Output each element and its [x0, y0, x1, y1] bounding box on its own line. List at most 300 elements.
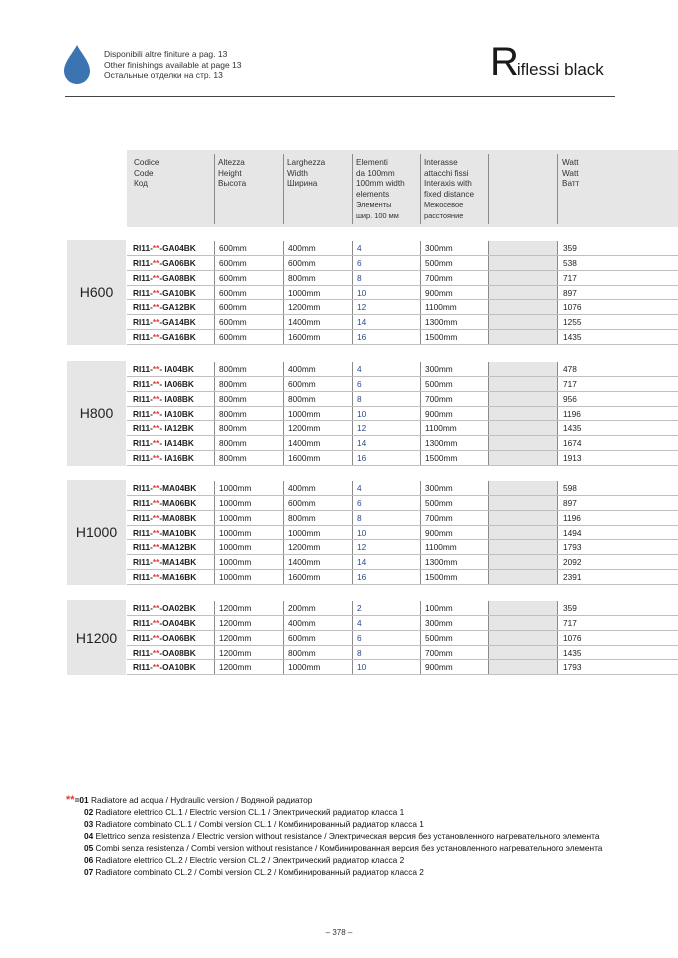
interaxis-value: 900mm: [425, 662, 453, 673]
interaxis-value: 700mm: [425, 272, 453, 283]
column-separator: [352, 555, 353, 570]
legend-item: 03 Radiatore combinato CL.1 / Combi version CL.1 / Комбинированный радиатор класса 1: [84, 819, 424, 829]
other-finishes-note: [104, 49, 242, 81]
elements-value: 8: [357, 393, 362, 404]
legend-item: 06 Radiatore elettrico CL.2 / Electric version CL.2 / Электрический радиатор класса 2: [84, 855, 405, 865]
watt-value: 2391: [563, 572, 582, 583]
column-separator: [283, 570, 284, 585]
elements-value: 12: [357, 542, 367, 553]
height-value: 1200mm: [219, 603, 252, 613]
column-separator: [283, 377, 284, 392]
shaded-cell: [488, 300, 557, 315]
legend-item: 04 Elettrico senza resistenza / Electric version without resistance / Электрическая версия без установленного нагревательного элемента: [84, 831, 600, 841]
width-value: 800mm: [288, 272, 316, 283]
column-separator: [488, 421, 489, 436]
column-separator: [352, 241, 353, 256]
column-separator: [488, 481, 489, 496]
elements-value: 2: [357, 603, 362, 613]
elements-value: 4: [357, 483, 362, 493]
column-separator: [352, 646, 353, 661]
column-separator: [352, 377, 353, 392]
column-separator: [488, 540, 489, 555]
watt-value: 1076: [563, 302, 582, 313]
table-row: [127, 407, 678, 422]
width-value: 400mm: [288, 243, 316, 253]
column-separator: [283, 286, 284, 301]
column-separator: [352, 407, 353, 422]
group-label: H1000: [67, 480, 126, 585]
column-separator: [557, 555, 558, 570]
shaded-cell: [488, 286, 557, 301]
column-separator: [352, 421, 353, 436]
shaded-cell: [488, 256, 557, 271]
width-value: 400mm: [288, 617, 316, 628]
product-code: RI11-**- IA10BK: [133, 408, 194, 419]
column-separator: [352, 286, 353, 301]
product-code: RI11-**-OA08BK: [133, 647, 196, 658]
header-separator: [488, 154, 489, 224]
row-divider: [127, 465, 678, 466]
elements-value: 12: [357, 302, 367, 313]
table-row: [127, 271, 678, 286]
elements-value: 14: [357, 557, 367, 568]
interaxis-value: 300mm: [425, 617, 453, 628]
column-separator: [557, 631, 558, 646]
column-separator: [420, 555, 421, 570]
column-separator: [214, 481, 215, 496]
col-header-interaxis: Interasse attacchi fissi Interaxis with fixed distance Межосевое расстояние: [424, 158, 475, 220]
height-value: 800mm: [219, 393, 247, 404]
height-value: 600mm: [219, 317, 247, 328]
column-separator: [488, 315, 489, 330]
column-separator: [214, 496, 215, 511]
product-code: RI11-**- IA06BK: [133, 378, 194, 389]
column-separator: [352, 631, 353, 646]
table-row: [127, 315, 678, 330]
column-separator: [283, 362, 284, 377]
table-row: [127, 451, 678, 466]
shaded-cell: [488, 660, 557, 675]
table-row: [127, 421, 678, 436]
table-row: [127, 241, 678, 256]
column-separator: [488, 286, 489, 301]
column-separator: [283, 300, 284, 315]
interaxis-value: 1500mm: [425, 572, 458, 583]
width-value: 1400mm: [288, 438, 321, 449]
column-separator: [420, 315, 421, 330]
col-header-watt: Watt Watt Ватт: [562, 158, 580, 189]
column-separator: [214, 526, 215, 541]
shaded-cell: [488, 570, 557, 585]
column-separator: [488, 256, 489, 271]
header-separator: [557, 154, 558, 224]
column-separator: [352, 601, 353, 616]
interaxis-value: 700mm: [425, 647, 453, 658]
shaded-cell: [488, 330, 557, 345]
height-value: 600mm: [219, 332, 247, 343]
shaded-cell: [488, 511, 557, 526]
column-separator: [283, 436, 284, 451]
row-divider: [127, 584, 678, 585]
header-separator: [352, 154, 353, 224]
column-separator: [488, 392, 489, 407]
table-row: [127, 392, 678, 407]
column-separator: [420, 616, 421, 631]
watt-value: 717: [563, 378, 577, 389]
version-legend: [66, 794, 602, 878]
watt-value: 359: [563, 603, 577, 613]
interaxis-value: 300mm: [425, 243, 453, 253]
column-separator: [488, 377, 489, 392]
interaxis-value: 900mm: [425, 408, 453, 419]
column-separator: [420, 271, 421, 286]
elements-value: 6: [357, 378, 362, 389]
col-header-code: Codice Code Код: [134, 158, 160, 189]
column-separator: [557, 526, 558, 541]
width-value: 1600mm: [288, 572, 321, 583]
shaded-cell: [488, 392, 557, 407]
header-separator: [214, 154, 215, 224]
width-value: 1600mm: [288, 453, 321, 464]
elements-value: 4: [357, 617, 362, 628]
column-separator: [214, 601, 215, 616]
shaded-cell: [488, 407, 557, 422]
table-row: [127, 540, 678, 555]
row-divider: [127, 674, 678, 675]
width-value: 400mm: [288, 483, 316, 493]
product-code: RI11-**-OA04BK: [133, 617, 196, 628]
column-separator: [283, 601, 284, 616]
product-code: RI11-**-GA14BK: [133, 317, 196, 328]
column-separator: [214, 540, 215, 555]
height-value: 800mm: [219, 423, 247, 434]
column-separator: [557, 392, 558, 407]
shaded-cell: [488, 436, 557, 451]
column-separator: [557, 570, 558, 585]
column-separator: [352, 451, 353, 466]
interaxis-value: 1300mm: [425, 557, 458, 568]
product-code: RI11-**- IA08BK: [133, 393, 194, 404]
column-separator: [557, 436, 558, 451]
product-code: RI11-**-GA12BK: [133, 302, 196, 313]
interaxis-value: 1500mm: [425, 453, 458, 464]
col-header-height: Altezza Height Высота: [218, 158, 247, 189]
column-separator: [488, 496, 489, 511]
column-separator: [283, 271, 284, 286]
asterisk-marker: **: [66, 794, 75, 806]
width-value: 1600mm: [288, 332, 321, 343]
shaded-cell: [488, 481, 557, 496]
column-separator: [352, 256, 353, 271]
column-separator: [420, 631, 421, 646]
column-separator: [352, 315, 353, 330]
watt-value: 1196: [563, 512, 581, 523]
interaxis-value: 500mm: [425, 378, 453, 389]
product-code: RI11-**-OA06BK: [133, 632, 196, 643]
column-separator: [283, 555, 284, 570]
interaxis-value: 900mm: [425, 287, 453, 298]
column-separator: [352, 481, 353, 496]
column-separator: [488, 241, 489, 256]
shaded-cell: [488, 540, 557, 555]
watt-value: 1435: [563, 647, 582, 658]
column-separator: [283, 646, 284, 661]
finishes-line-it: Disponibili altre finiture a pag. 13: [104, 49, 228, 59]
height-value: 600mm: [219, 257, 247, 268]
column-separator: [420, 496, 421, 511]
width-value: 1000mm: [288, 287, 321, 298]
legend-item: 02 Radiatore elettrico CL.1 / Electric version CL.1 / Электрический радиатор класса 1: [84, 807, 405, 817]
product-code: RI11-**-MA06BK: [133, 497, 197, 508]
watt-value: 2092: [563, 557, 582, 568]
interaxis-value: 1100mm: [425, 423, 457, 434]
elements-value: 4: [357, 243, 362, 253]
elements-value: 12: [357, 423, 367, 434]
height-value: 600mm: [219, 272, 247, 283]
column-separator: [352, 330, 353, 345]
interaxis-value: 300mm: [425, 483, 453, 493]
width-value: 600mm: [288, 257, 316, 268]
elements-value: 16: [357, 453, 367, 464]
column-separator: [420, 256, 421, 271]
height-value: 600mm: [219, 243, 247, 253]
elements-value: 6: [357, 632, 362, 643]
column-separator: [420, 540, 421, 555]
elements-value: 8: [357, 272, 362, 283]
product-code: RI11-**- IA14BK: [133, 438, 194, 449]
column-separator: [283, 330, 284, 345]
watt-value: 1255: [563, 317, 582, 328]
table-row: [127, 286, 678, 301]
shaded-cell: [488, 377, 557, 392]
column-separator: [557, 407, 558, 422]
column-separator: [214, 421, 215, 436]
column-separator: [557, 660, 558, 675]
table-row: [127, 631, 678, 646]
product-code: RI11-**-MA08BK: [133, 512, 197, 523]
column-separator: [283, 392, 284, 407]
column-separator: [557, 300, 558, 315]
interaxis-value: 1300mm: [425, 438, 458, 449]
product-code: RI11-**- IA16BK: [133, 453, 194, 464]
watt-value: 1793: [563, 662, 582, 673]
elements-value: 6: [357, 497, 362, 508]
column-separator: [420, 362, 421, 377]
width-value: 1000mm: [288, 408, 321, 419]
table-row: [127, 330, 678, 345]
column-separator: [488, 646, 489, 661]
column-separator: [488, 511, 489, 526]
interaxis-value: 300mm: [425, 364, 453, 374]
column-separator: [557, 330, 558, 345]
table-row: [127, 570, 678, 585]
column-separator: [420, 451, 421, 466]
column-separator: [488, 616, 489, 631]
column-separator: [557, 496, 558, 511]
interaxis-value: 500mm: [425, 632, 453, 643]
column-separator: [420, 481, 421, 496]
column-separator: [283, 631, 284, 646]
column-separator: [283, 526, 284, 541]
watt-value: 717: [563, 272, 577, 283]
shaded-cell: [488, 555, 557, 570]
column-separator: [214, 646, 215, 661]
column-separator: [214, 616, 215, 631]
watt-value: 897: [563, 287, 577, 298]
finishes-line-ru: Остальные отделки на стр. 13: [104, 70, 223, 81]
column-separator: [488, 570, 489, 585]
column-separator: [214, 511, 215, 526]
interaxis-value: 700mm: [425, 393, 453, 404]
shaded-cell: [488, 271, 557, 286]
elements-value: 4: [357, 364, 362, 374]
column-separator: [557, 241, 558, 256]
column-separator: [283, 540, 284, 555]
width-value: 1400mm: [288, 317, 321, 328]
product-code: RI11-**-MA12BK: [133, 542, 197, 553]
column-separator: [488, 362, 489, 377]
height-value: 1000mm: [219, 512, 252, 523]
column-separator: [214, 377, 215, 392]
column-separator: [420, 646, 421, 661]
table-row: [127, 555, 678, 570]
column-separator: [488, 436, 489, 451]
width-value: 800mm: [288, 512, 316, 523]
watt-value: 1913: [563, 453, 582, 464]
watt-value: 538: [563, 257, 577, 268]
column-separator: [557, 601, 558, 616]
water-drop-icon: [62, 44, 92, 84]
width-value: 1200mm: [288, 542, 321, 553]
column-separator: [488, 330, 489, 345]
column-separator: [557, 481, 558, 496]
interaxis-value: 1100mm: [425, 542, 457, 553]
column-separator: [488, 407, 489, 422]
height-value: 800mm: [219, 408, 247, 419]
watt-value: 1435: [563, 423, 582, 434]
product-code: RI11-**-OA02BK: [133, 603, 196, 613]
product-code: RI11-**-GA06BK: [133, 257, 196, 268]
column-separator: [352, 300, 353, 315]
interaxis-value: 1100mm: [425, 302, 457, 313]
column-separator: [420, 421, 421, 436]
height-value: 1000mm: [219, 557, 252, 568]
column-separator: [420, 286, 421, 301]
width-value: 1400mm: [288, 557, 321, 568]
interaxis-value: 500mm: [425, 257, 453, 268]
column-separator: [283, 451, 284, 466]
column-separator: [420, 377, 421, 392]
column-separator: [352, 616, 353, 631]
product-code: RI11-**-GA08BK: [133, 272, 196, 283]
column-separator: [352, 511, 353, 526]
column-separator: [283, 481, 284, 496]
width-value: 600mm: [288, 632, 316, 643]
watt-value: 478: [563, 364, 577, 374]
shaded-cell: [488, 315, 557, 330]
product-code: RI11-**- IA12BK: [133, 423, 194, 434]
column-separator: [557, 511, 558, 526]
table-row: [127, 436, 678, 451]
shaded-cell: [488, 496, 557, 511]
shaded-cell: [488, 601, 557, 616]
watt-value: 598: [563, 483, 577, 493]
column-separator: [214, 407, 215, 422]
column-separator: [488, 555, 489, 570]
column-separator: [352, 271, 353, 286]
column-separator: [283, 616, 284, 631]
column-separator: [214, 362, 215, 377]
column-separator: [488, 451, 489, 466]
column-separator: [557, 315, 558, 330]
column-separator: [557, 451, 558, 466]
shaded-cell: [488, 362, 557, 377]
table-row: [127, 601, 678, 616]
column-separator: [283, 511, 284, 526]
table-row: [127, 511, 678, 526]
column-separator: [214, 392, 215, 407]
column-separator: [214, 451, 215, 466]
group-label: H800: [67, 361, 126, 466]
interaxis-value: 700mm: [425, 512, 453, 523]
height-value: 800mm: [219, 364, 247, 374]
height-value: 1200mm: [219, 617, 252, 628]
elements-value: 10: [357, 408, 367, 419]
row-divider: [127, 344, 678, 345]
column-separator: [488, 526, 489, 541]
column-separator: [214, 436, 215, 451]
watt-value: 1435: [563, 332, 582, 343]
column-separator: [420, 436, 421, 451]
table-row: [127, 256, 678, 271]
height-value: 1000mm: [219, 483, 252, 493]
column-separator: [557, 646, 558, 661]
table-row: [127, 660, 678, 675]
height-value: 1200mm: [219, 662, 252, 673]
height-value: 1200mm: [219, 647, 252, 658]
height-value: 1000mm: [219, 572, 252, 583]
column-separator: [557, 377, 558, 392]
table-row: [127, 496, 678, 511]
column-separator: [352, 540, 353, 555]
elements-value: 14: [357, 438, 367, 449]
column-separator: [557, 421, 558, 436]
column-separator: [420, 511, 421, 526]
column-separator: [352, 392, 353, 407]
column-separator: [214, 300, 215, 315]
column-separator: [352, 570, 353, 585]
column-separator: [557, 362, 558, 377]
legend-item: **=01 Radiatore ad acqua / Hydraulic version / Водяной радиатор: [66, 794, 313, 806]
elements-value: 16: [357, 332, 367, 343]
column-separator: [214, 241, 215, 256]
column-separator: [557, 616, 558, 631]
elements-value: 16: [357, 572, 367, 583]
elements-value: 14: [357, 317, 367, 328]
product-code: RI11-**- IA04BK: [133, 364, 194, 374]
elements-value: 10: [357, 662, 367, 673]
table-header: [127, 150, 678, 227]
elements-value: 8: [357, 647, 362, 658]
header-separator: [283, 154, 284, 224]
shaded-cell: [488, 646, 557, 661]
height-value: 800mm: [219, 453, 247, 464]
width-value: 1000mm: [288, 527, 321, 538]
table-row: [127, 616, 678, 631]
height-value: 1000mm: [219, 542, 252, 553]
column-separator: [488, 601, 489, 616]
column-separator: [420, 392, 421, 407]
